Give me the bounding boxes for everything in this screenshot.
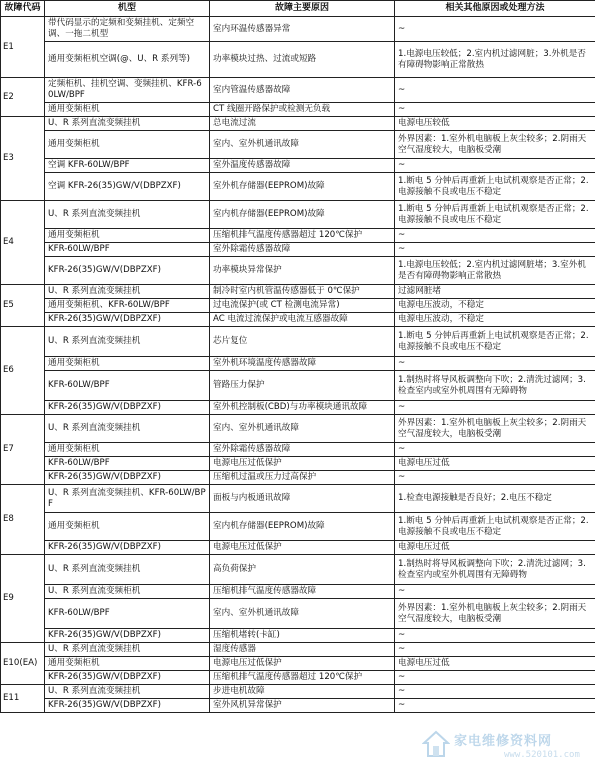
table-row	[1, 585, 595, 599]
method-cell: ~	[395, 685, 595, 699]
table-row	[1, 173, 595, 201]
model-cell: KFR-60LW/BPF	[45, 371, 210, 401]
method-cell: ~	[395, 78, 595, 103]
cause-cell: 室内机存储器(EEPROM)故障	[210, 201, 395, 229]
method-cell: 1.断电 5 分钟后再重新上电试机观察是否正常；2.电源接触不良或电压不稳定	[395, 173, 595, 201]
table-row	[1, 541, 595, 555]
table-row	[1, 671, 595, 685]
method-cell: 电源电压波动，不稳定	[395, 299, 595, 313]
method-cell: 1.断电 5 分钟后再重新上电试机观察是否正常；2.电源接触不良或电压不稳定	[395, 513, 595, 541]
model-cell: 通用变频柜机	[45, 229, 210, 243]
method-cell: ~	[395, 643, 595, 657]
method-cell: 1.检查电源接触是否良好；2.电压不稳定	[395, 485, 595, 513]
table-row	[1, 401, 595, 415]
table-row	[1, 201, 595, 229]
model-cell: 通用变频柜机	[45, 131, 210, 159]
model-cell: KFR-26(35)GW/V(DBPZXF)	[45, 699, 210, 713]
table-body	[1, 17, 595, 713]
fault-code-cell: E5	[1, 285, 45, 327]
cause-cell: 室外机存储器(EEPROM)故障	[210, 173, 395, 201]
method-cell: ~	[395, 229, 595, 243]
model-cell: U、R 系列直流变频挂机	[45, 327, 210, 357]
header-cause: 故障主要原因	[210, 1, 395, 17]
model-cell: KFR-26(35)GW/V(DBPZXF)	[45, 471, 210, 485]
table-row	[1, 243, 595, 257]
cause-cell: 室外机环境温度传感器故障	[210, 357, 395, 371]
cause-cell: 室内机存储器(EEPROM)故障	[210, 513, 395, 541]
table-row	[1, 643, 595, 657]
fault-code-cell: E7	[1, 415, 45, 485]
method-cell: 1.电源电压较低；2.室内机过滤网脏堵；3.室外机是否有障碍物影响正常散热	[395, 257, 595, 285]
method-cell: ~	[395, 471, 595, 485]
table-row	[1, 415, 595, 443]
cause-cell: 室外除霜传感器故障	[210, 243, 395, 257]
model-cell: U、R 系列直流变频挂机、KFR-60LW/BPF	[45, 485, 210, 513]
method-cell: 外界因素：1.室外机电脑板上灰尘较多；2.阴雨天空气湿度较大，电脑板受潮	[395, 599, 595, 629]
model-cell: KFR-26(35)GW/V(DBPZXF)	[45, 401, 210, 415]
fault-code-cell: E1	[1, 17, 45, 78]
method-cell: ~	[395, 699, 595, 713]
table-row	[1, 42, 595, 78]
method-cell: ~	[395, 103, 595, 117]
table-row	[1, 78, 595, 103]
method-cell: ~	[395, 357, 595, 371]
header-model: 机型	[45, 1, 210, 17]
header-code: 故障代码	[1, 1, 45, 17]
fault-code-cell: E11	[1, 685, 45, 713]
table-row	[1, 443, 595, 457]
table-row	[1, 657, 595, 671]
method-cell: ~	[395, 17, 595, 42]
model-cell: KFR-60LW/BPF	[45, 599, 210, 629]
table-row	[1, 299, 595, 313]
cause-cell: 步进电机故障	[210, 685, 395, 699]
watermark	[420, 728, 592, 764]
cause-cell: AC 电流过流保护或电流互感器故障	[210, 313, 395, 327]
method-cell: ~	[395, 443, 595, 457]
cause-cell: 压缩机排气温度传感器超过 120℃保护	[210, 671, 395, 685]
model-cell: KFR-26(35)GW/V(DBPZXF)	[45, 629, 210, 643]
method-cell: 外界因素：1.室外机电脑板上灰尘较多；2.阴雨天空气湿度较大，电脑板受潮	[395, 415, 595, 443]
method-cell: 电源电压过低	[395, 457, 595, 471]
table-row	[1, 117, 595, 131]
model-cell: KFR-60LW/BPF	[45, 457, 210, 471]
table-row	[1, 257, 595, 285]
table-row	[1, 555, 595, 585]
fault-code-cell: E9	[1, 555, 45, 643]
cause-cell: 室内环温传感器异常	[210, 17, 395, 42]
method-cell: ~	[395, 243, 595, 257]
model-cell: KFR-26(35)GW/V(DBPZXF)	[45, 671, 210, 685]
house-logo-icon	[422, 730, 450, 758]
model-cell: U、R 系列直流变频挂机	[45, 555, 210, 585]
method-cell: ~	[395, 159, 595, 173]
table-row	[1, 599, 595, 629]
cause-cell: 过电流保护(或 CT 检测电流异常)	[210, 299, 395, 313]
model-cell: U、R 系列直流变频挂机	[45, 643, 210, 657]
table-row	[1, 131, 595, 159]
fault-code-cell: E2	[1, 78, 45, 117]
table-row	[1, 313, 595, 327]
cause-cell: 室内、室外机通讯故障	[210, 131, 395, 159]
table-row	[1, 371, 595, 401]
cause-cell: 总电流过流	[210, 117, 395, 131]
model-cell: KFR-60LW/BPF	[45, 243, 210, 257]
table-row	[1, 513, 595, 541]
header-method: 相关其他原因或处理方法	[395, 1, 595, 17]
method-cell: ~	[395, 401, 595, 415]
fault-code-cell: E8	[1, 485, 45, 555]
method-cell: 电源电压波动，不稳定	[395, 313, 595, 327]
model-cell: U、R 系列直流变频挂机	[45, 201, 210, 229]
model-cell: 通用变频柜机	[45, 657, 210, 671]
cause-cell: 面板与内板通讯故障	[210, 485, 395, 513]
fault-code-cell: E6	[1, 327, 45, 415]
table-row	[1, 471, 595, 485]
cause-cell: 电源电压过低保护	[210, 657, 395, 671]
table-row	[1, 699, 595, 713]
cause-cell: 功率模块异常保护	[210, 257, 395, 285]
fault-code-cell: E3	[1, 117, 45, 201]
table-header-row	[1, 1, 595, 17]
model-cell: KFR-26(35)GW/V(DBPZXF)	[45, 541, 210, 555]
fault-code-cell: E4	[1, 201, 45, 285]
model-cell: 空调 KFR-60LW/BPF	[45, 159, 210, 173]
method-cell: 外界因素：1.室外机电脑板上灰尘较多；2.阴雨天空气湿度较大，电脑板受潮	[395, 131, 595, 159]
model-cell: 通用变频柜机、KFR-60LW/BPF	[45, 299, 210, 313]
model-cell: U、R 系列直流变频柜机	[45, 585, 210, 599]
cause-cell: 高负荷保护	[210, 555, 395, 585]
method-cell: 过滤网脏堵	[395, 285, 595, 299]
method-cell: ~	[395, 629, 595, 643]
model-cell: U、R 系列直流变频挂机	[45, 117, 210, 131]
table-row	[1, 457, 595, 471]
cause-cell: 管路压力保护	[210, 371, 395, 401]
table-row	[1, 103, 595, 117]
model-cell: KFR-26(35)GW/V(DBPZXF)	[45, 313, 210, 327]
method-cell: 电源电压过低	[395, 657, 595, 671]
model-cell: 带代码显示的定频和变频挂机、定频空调、一拖二机型	[45, 17, 210, 42]
cause-cell: 室外机控制板(CBD)与功率模块通讯故障	[210, 401, 395, 415]
table-row	[1, 357, 595, 371]
cause-cell: CT 线圈开路保护或检测无负载	[210, 103, 395, 117]
cause-cell: 电源电压过低保护	[210, 457, 395, 471]
table-row	[1, 285, 595, 299]
model-cell: 通用变频柜机	[45, 443, 210, 457]
cause-cell: 室内、室外机通讯故障	[210, 415, 395, 443]
table-row	[1, 229, 595, 243]
cause-cell: 压缩机排气温度传感器超过 120℃保护	[210, 229, 395, 243]
cause-cell: 室内、室外机通讯故障	[210, 599, 395, 629]
table-row	[1, 327, 595, 357]
table-row	[1, 17, 595, 42]
method-cell: 1.电源电压较低；2.室内机过滤网脏；3.外机是否有障碍物影响正常散热	[395, 42, 595, 78]
model-cell: 通用变频柜机	[45, 357, 210, 371]
method-cell: ~	[395, 671, 595, 685]
model-cell: 通用变频柜机空调(@、U、R 系列等)	[45, 42, 210, 78]
model-cell: U、R 系列直流变频挂机	[45, 685, 210, 699]
model-cell: 通用变频柜机	[45, 103, 210, 117]
cause-cell: 制冷时室内机管温传感器低于 0℃保护	[210, 285, 395, 299]
table-row	[1, 629, 595, 643]
cause-cell: 压缩机堵转(卡缸)	[210, 629, 395, 643]
cause-cell: 室内管温传感器故障	[210, 78, 395, 103]
cause-cell: 湿度传感器	[210, 643, 395, 657]
method-cell: 1.断电 5 分钟后再重新上电试机观察是否正常；2.电源接触不良或电压不稳定	[395, 201, 595, 229]
table-row	[1, 685, 595, 699]
model-cell: 空调 KFR-26(35)GW/V(DBPZXF)	[45, 173, 210, 201]
cause-cell: 电源电压过低保护	[210, 541, 395, 555]
cause-cell: 压缩机排气温度传感器故障	[210, 585, 395, 599]
model-cell: U、R 系列直流变频挂机	[45, 285, 210, 299]
fault-code-cell: E10(EA)	[1, 643, 45, 685]
watermark-url: www.520101.com	[504, 750, 580, 760]
model-cell: 通用变频柜机	[45, 513, 210, 541]
cause-cell: 芯片复位	[210, 327, 395, 357]
cause-cell: 室外风机异常保护	[210, 699, 395, 713]
cause-cell: 功率模块过热、过流或短路	[210, 42, 395, 78]
model-cell: U、R 系列直流变频挂机	[45, 415, 210, 443]
method-cell: 1.断电 5 分钟后再重新上电试机观察是否正常；2.电源接触不良或电压不稳定	[395, 327, 595, 357]
cause-cell: 压缩机过温或压力过高保护	[210, 471, 395, 485]
model-cell: 定频柜机、挂机空调、变频挂机、KFR-60LW/BPF	[45, 78, 210, 103]
method-cell: 1.制热时将导风板调整向下吹；2.清洗过滤网；3.检查室内或室外机周围有无障碍物	[395, 371, 595, 401]
watermark-text: 家电维修资料网	[454, 734, 553, 749]
table-row	[1, 485, 595, 513]
method-cell: 1.制热时将导风板调整向下吹；2.清洗过滤网；3.检查室内或室外机周围有无障碍物	[395, 555, 595, 585]
cause-cell: 室外除霜传感器故障	[210, 443, 395, 457]
method-cell: 电源电压较低	[395, 117, 595, 131]
table-row	[1, 159, 595, 173]
method-cell: ~	[395, 585, 595, 599]
cause-cell: 室外温度传感器故障	[210, 159, 395, 173]
model-cell: KFR-26(35)GW/V(DBPZXF)	[45, 257, 210, 285]
method-cell: 电源电压过低	[395, 541, 595, 555]
